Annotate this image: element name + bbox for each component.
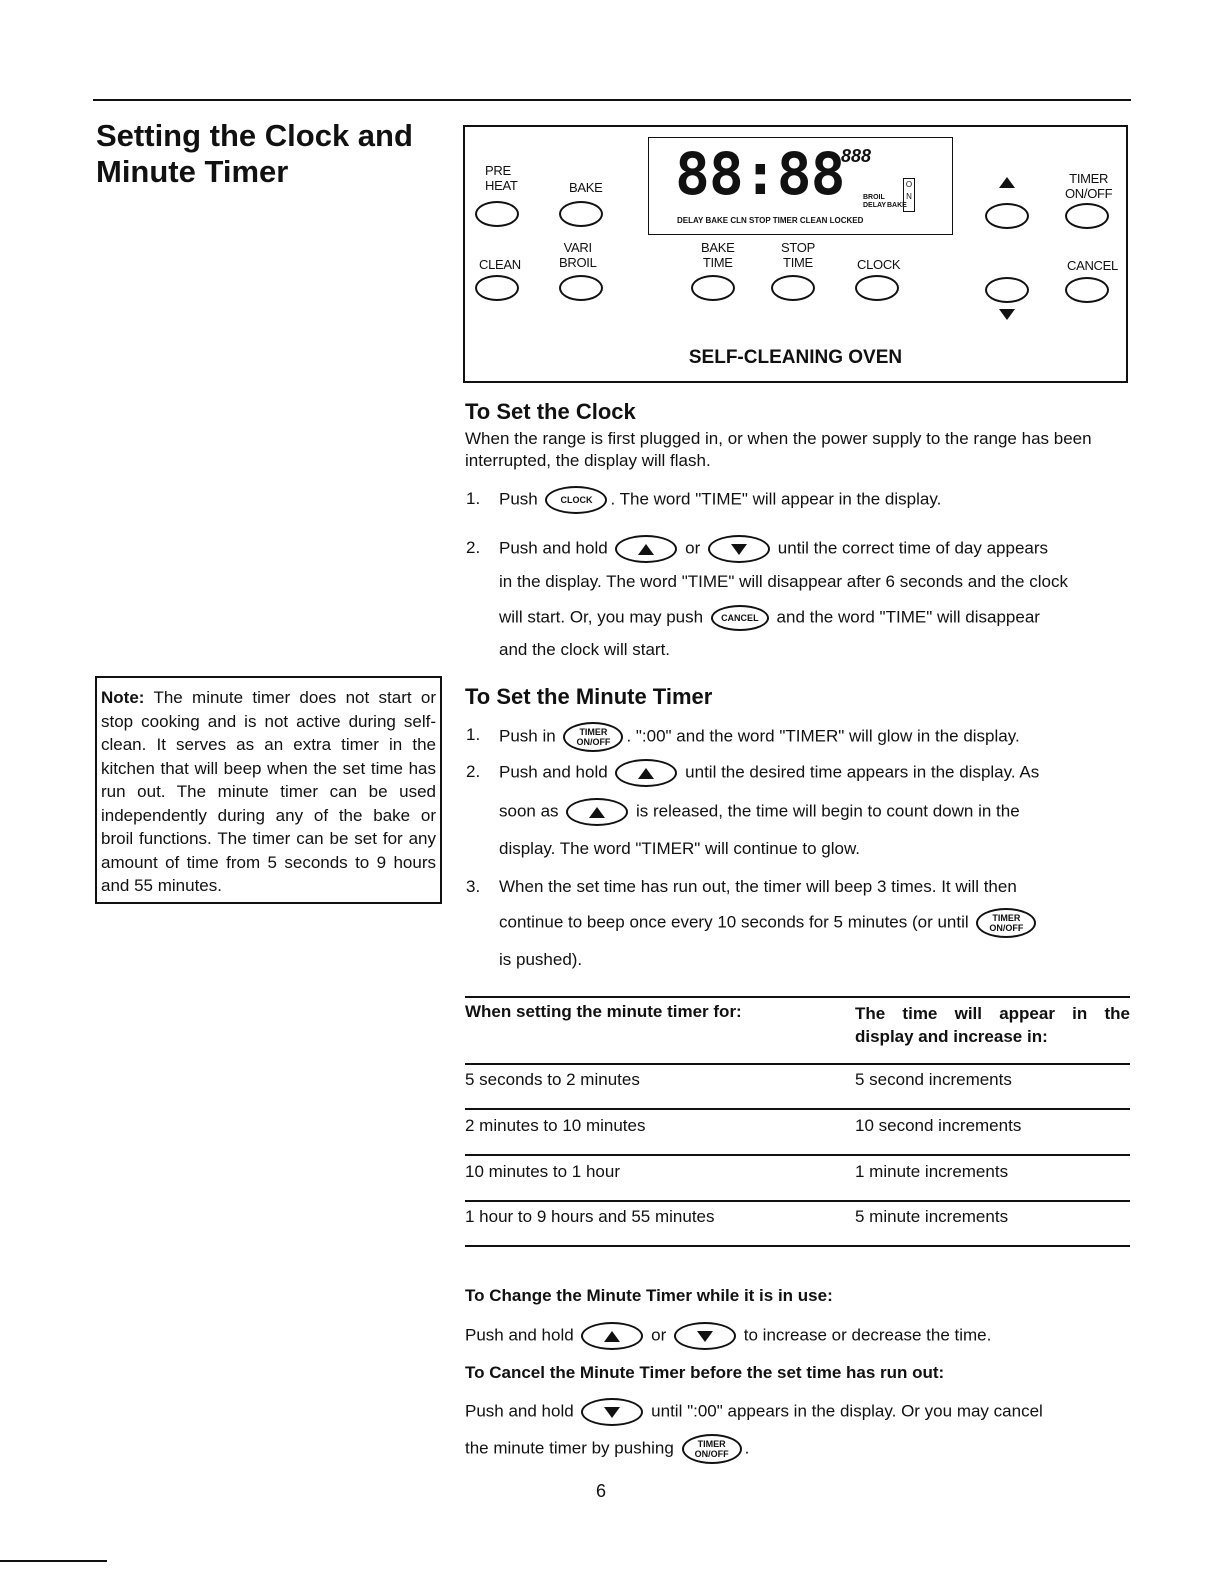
bake-label: BAKE — [569, 180, 603, 195]
table-rule — [465, 1200, 1130, 1202]
clock-step2-line2: in the display. The word "TIME" will disappear after 6 seconds and the clock — [499, 572, 1068, 591]
pre-heat-label: PRE HEAT — [485, 163, 518, 193]
cancel-label: CANCEL — [1067, 258, 1118, 273]
cancel-timer-line2: the minute timer by pushing TIMER ON/OFF . — [465, 1434, 749, 1464]
stop-time-button — [771, 275, 815, 301]
bake-time-button — [691, 275, 735, 301]
down-button-icon — [581, 1398, 643, 1426]
set-clock-heading: To Set the Clock — [465, 399, 636, 424]
table-rule — [465, 1108, 1130, 1110]
up-button — [985, 203, 1029, 229]
table-header-increment: The time will appear in the display and increase in: — [855, 1004, 1130, 1046]
table-rule — [465, 1245, 1130, 1247]
oven-display — [648, 137, 953, 235]
clock-step2-number: 2. — [466, 538, 481, 557]
up-button-icon — [615, 535, 677, 563]
table-rule — [465, 1063, 1130, 1065]
clock-label: CLOCK — [857, 257, 901, 272]
footer-rule — [0, 1560, 107, 1562]
timer-step3-line2: continue to beep once every 10 seconds for 5 minutes (or until TIMER ON/OFF — [499, 908, 1039, 938]
clock-button-icon: CLOCK — [545, 486, 607, 514]
display-bake: BAKE — [887, 202, 907, 209]
down-button-icon — [674, 1322, 736, 1350]
up-button-icon — [581, 1322, 643, 1350]
stop-time-label: STOP TIME — [781, 240, 815, 270]
clock-step2-line4: and the clock will start. — [499, 640, 671, 659]
change-timer-heading: To Change the Minute Timer while it is in use: — [465, 1286, 833, 1305]
clean-label: CLEAN — [479, 257, 521, 272]
clock-step1: Push CLOCK . The word "TIME" will appear in the display. — [499, 486, 941, 514]
timer-step2-line3: display. The word "TIMER" will continue to glow. — [499, 839, 861, 858]
top-rule — [93, 99, 1131, 101]
cancel-timer-line1: Push and hold until ":00" appears in the display. Or you may cancel — [465, 1398, 1043, 1426]
display-888: 888 — [841, 146, 872, 166]
display-indicators: DELAY BAKE CLN STOP TIMER CLEAN LOCKED — [677, 216, 864, 225]
timer-step2-line2: soon as is released, the time will begin to count down in the — [499, 798, 1020, 826]
down-button — [985, 277, 1029, 303]
timer-step1-number: 1. — [466, 725, 481, 744]
clock-button — [855, 275, 899, 301]
pre-heat-button — [475, 201, 519, 227]
clock-step2-line1: Push and hold or until the correct time of day appears — [499, 535, 1048, 563]
timer-step3-line3: is pushed). — [499, 950, 583, 969]
up-button-icon — [566, 798, 628, 826]
change-timer-text: Push and hold or to increase or decrease the time. — [465, 1322, 991, 1350]
panel-caption: SELF-CLEANING OVEN — [688, 347, 903, 368]
vari-broil-button — [559, 275, 603, 301]
up-arrow-icon — [999, 177, 1015, 188]
set-clock-intro: When the range is first plugged in, or when the power supply to the range has been interrupted, the display will flash. — [465, 429, 1092, 470]
table-header-range: When setting the minute timer for: — [465, 1002, 742, 1021]
cancel-timer-heading: To Cancel the Minute Timer before the set time has run out: — [465, 1363, 945, 1382]
display-delay: DELAY — [863, 202, 887, 209]
display-broil: BROIL — [863, 194, 885, 201]
timer-step3-number: 3. — [466, 877, 481, 896]
clock-step1-number: 1. — [466, 489, 481, 508]
timer-onoff-button — [1065, 203, 1109, 229]
timer-onoff-button-icon: TIMER ON/OFF — [976, 908, 1036, 938]
timer-step2-line1: Push and hold until the desired time appears in the display. As — [499, 759, 1039, 787]
cancel-button — [1065, 277, 1109, 303]
control-panel-diagram — [463, 125, 1128, 383]
page-title: Setting the Clock and Minute Timer — [96, 118, 413, 189]
display-on-indicator: O N — [903, 178, 915, 212]
bake-button — [559, 201, 603, 227]
table-rule — [465, 996, 1130, 998]
up-button-icon — [615, 759, 677, 787]
table-rule — [465, 1154, 1130, 1156]
timer-step2-number: 2. — [466, 762, 481, 781]
display-digits: 88:88 — [675, 140, 845, 208]
bake-time-label: BAKE TIME — [701, 240, 735, 270]
clock-step2-line3: will start. Or, you may push CANCEL and the word "TIME" will disappear — [499, 605, 1040, 631]
cancel-button-icon: CANCEL — [711, 605, 769, 631]
timer-onoff-button-icon: TIMER ON/OFF — [563, 722, 623, 752]
note-box: Note: The minute timer does not start or stop cooking and is not active during self-clean. It serves as an extra timer in the kitchen that will beep when the set time has run out. The minute timer can be used independently during any of the bake or broil functions. The timer can be set for any amount of time from 5 seconds to 9 hours and 55 minutes. — [95, 676, 442, 904]
down-button-icon — [708, 535, 770, 563]
timer-onoff-button-icon: TIMER ON/OFF — [682, 1434, 742, 1464]
down-arrow-icon — [999, 309, 1015, 320]
timer-step1: Push in TIMER ON/OFF . ":00" and the word "TIMER" will glow in the display. — [499, 722, 1020, 752]
timer-step3-line1: When the set time has run out, the timer will beep 3 times. It will then — [499, 877, 1017, 896]
timer-onoff-label: TIMER ON/OFF — [1065, 171, 1113, 201]
clean-button — [475, 275, 519, 301]
vari-broil-label: VARI BROIL — [559, 240, 597, 270]
set-timer-heading: To Set the Minute Timer — [465, 684, 713, 709]
page-number: 6 — [596, 1481, 607, 1501]
